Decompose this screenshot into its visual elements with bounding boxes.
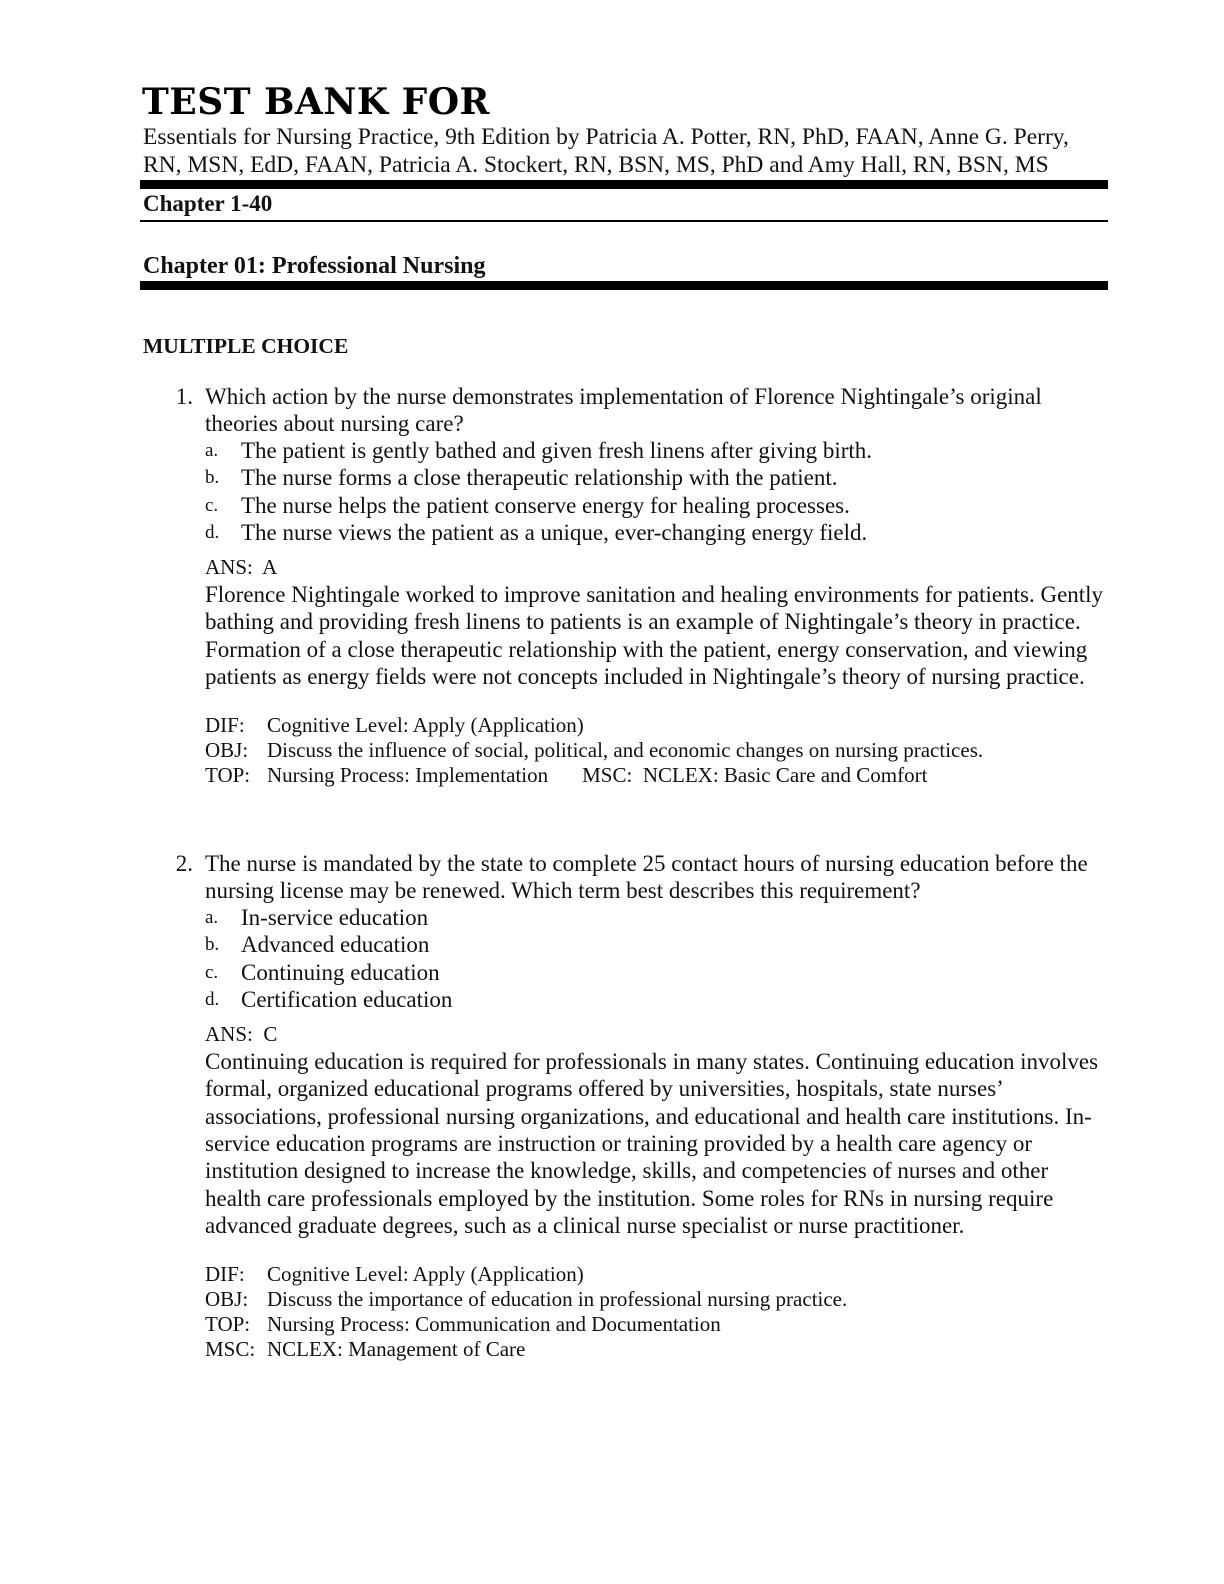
option-b (165, 931, 1110, 958)
answer-rationale: Florence Nightingale worked to improve sanitation and healing environments for patients. Gently bathing and providing fresh linens to patients is an example of Nightingale’s theory in practice. Formation of a close therapeutic relationship with the patient, energy conservation, and viewing patients as energy fields were not concepts included in Nightingale’s theory of nursing practice. (205, 582, 1104, 690)
document-banner-title: TEST BANK FOR (142, 81, 490, 123)
option-letter: d. (205, 988, 220, 1010)
option-c (165, 492, 1110, 519)
option-text: The nurse forms a close therapeutic relationship with the patient. (241, 465, 838, 491)
answer-options (165, 437, 1110, 546)
option-letter: a. (205, 907, 219, 928)
option-letter: a. (205, 440, 219, 461)
answer-key: ANS: C (205, 1022, 278, 1047)
msc-value: NCLEX: Basic Care and Comfort (642, 763, 928, 788)
answer-options (165, 904, 1110, 1013)
option-text: Continuing education (241, 959, 440, 985)
option-letter: c. (205, 494, 219, 516)
question-metadata (165, 713, 1110, 788)
answer-rationale: Continuing education is required for professionals in many states. Continuing education involves formal, organized educational programs offered by universities, hospitals, state nurses’ associations, professional nursing organizations, and educational and health care institutions. In-service education programs are instruction or training provided by a health care agency or institution designed to increase the knowledge, skills, and competencies of nurses and other health care professionals employed by the institution. Some roles for RNs in nursing require advanced graduate degrees, such as a clinical nurse specialist or nurse practitioner. (205, 1049, 1099, 1238)
option-text: Certification education (241, 986, 453, 1012)
difficulty-value: Cognitive Level: Apply (Application) (267, 1262, 584, 1287)
meta-key: TOP: (205, 1312, 251, 1337)
question-number: 2. (175, 851, 193, 876)
question-1 (165, 383, 1110, 788)
question-2 (165, 850, 1110, 1362)
meta-key: TOP: (205, 763, 251, 788)
chapter-title: Chapter 01: Professional Nursing (143, 253, 486, 279)
divider-thick (140, 180, 1108, 189)
divider-thick (140, 281, 1108, 290)
option-letter: b. (205, 467, 220, 489)
question-number: 1. (175, 384, 193, 409)
question-text: The nurse is mandated by the state to complete 25 contact hours of nursing education before the nursing license may be renewed. Which term best describes this requirement? (205, 851, 1088, 903)
meta-key: MSC: (205, 1337, 256, 1362)
topic-value: Nursing Process: Implementation (267, 763, 549, 788)
meta-key: OBJ: (205, 1287, 249, 1312)
meta-key: DIF: (205, 1262, 245, 1287)
answer-key: ANS: A (205, 555, 278, 580)
difficulty-value: Cognitive Level: Apply (Application) (267, 713, 584, 738)
objective-value: Discuss the influence of social, political, and economic changes on nursing practices. (267, 738, 984, 763)
question-metadata (165, 1262, 1110, 1362)
option-d (165, 519, 1110, 546)
option-b (165, 464, 1110, 491)
question-stem (165, 850, 1110, 904)
option-letter: d. (205, 521, 220, 543)
option-text: The patient is gently bathed and given fresh linens after giving birth. (241, 438, 873, 463)
option-text: Advanced education (241, 932, 430, 958)
option-c (165, 959, 1110, 986)
option-a (165, 904, 1110, 931)
question-stem (165, 383, 1110, 437)
book-citation: Essentials for Nursing Practice, 9th Edition by Patricia A. Potter, RN, PhD, FAAN, Anne G. Perry, RN, MSN, EdD, FAAN, Patricia A. Stockert, RN, BSN, MS, PhD and Amy Hall, RN, BSN, MS (143, 124, 1069, 178)
divider-thin (140, 220, 1108, 222)
option-text: In-service education (241, 905, 429, 930)
option-a (165, 437, 1110, 464)
option-text: The nurse views the patient as a unique, ever-changing energy field. (241, 519, 868, 545)
chapter-range: Chapter 1-40 (143, 191, 273, 216)
question-text: Which action by the nurse demonstrates implementation of Florence Nightingale’s original theories about nursing care? (205, 384, 1042, 436)
meta-key: OBJ: (205, 738, 249, 763)
option-letter: b. (205, 934, 220, 956)
meta-key: MSC: (582, 763, 633, 788)
option-d (165, 986, 1110, 1013)
msc-value: NCLEX: Management of Care (267, 1337, 526, 1362)
option-text: The nurse helps the patient conserve energy for healing processes. (241, 492, 850, 518)
meta-key: DIF: (205, 713, 245, 738)
section-heading: MULTIPLE CHOICE (143, 334, 349, 358)
topic-value: Nursing Process: Communication and Documentation (267, 1312, 721, 1337)
option-letter: c. (205, 961, 219, 983)
objective-value: Discuss the importance of education in professional nursing practice. (267, 1287, 848, 1312)
